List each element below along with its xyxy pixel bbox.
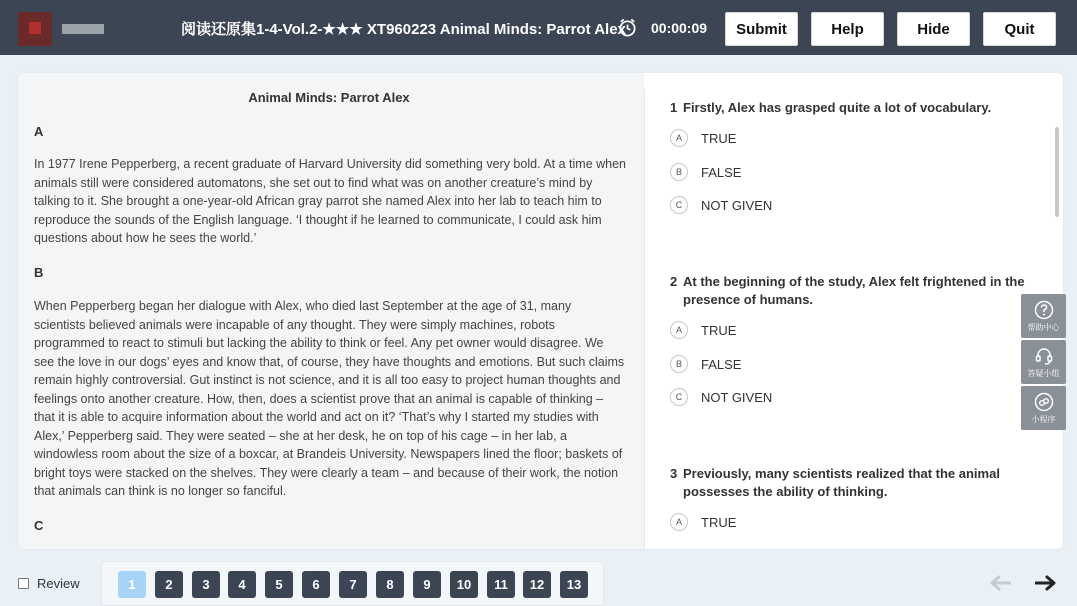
question-nav-button-4[interactable]: 4 — [228, 571, 256, 598]
question-2 — [670, 273, 1050, 309]
widget-label: 答疑小组 — [1027, 368, 1060, 378]
question-number: 1 — [670, 100, 678, 115]
question-text: Previously, many scientists realized that the animal possesses the ability of thinking. — [683, 466, 1000, 499]
review-toggle[interactable] — [18, 576, 80, 591]
widget-label: 小程序 — [1031, 414, 1056, 424]
questions-scrollbar[interactable] — [1055, 127, 1059, 217]
option-letter: B — [670, 163, 688, 181]
q1-option-a[interactable] — [670, 129, 736, 147]
question-nav-button-5[interactable]: 5 — [265, 571, 293, 598]
help-button[interactable]: Help — [811, 12, 884, 46]
q2-option-a[interactable] — [670, 321, 736, 339]
option-text: TRUE — [701, 514, 737, 530]
option-text: NOT GIVEN — [701, 197, 773, 213]
section-label-a: A — [34, 124, 44, 139]
option-text: TRUE — [701, 130, 737, 146]
question-3 — [670, 465, 1050, 501]
mini-program-icon — [1034, 392, 1054, 412]
q2-option-c[interactable] — [670, 388, 772, 406]
section-label-b: B — [34, 265, 44, 280]
question-1 — [670, 99, 1050, 117]
passage-panel[interactable] — [18, 73, 644, 549]
next-button[interactable] — [1031, 571, 1061, 595]
hide-button[interactable]: Hide — [897, 12, 970, 46]
option-letter: C — [670, 388, 688, 406]
q1-option-b[interactable] — [670, 163, 741, 181]
question-nav-button-9[interactable]: 9 — [413, 571, 441, 598]
question-nav-button-12[interactable]: 12 — [523, 571, 551, 598]
question-icon — [1034, 300, 1054, 320]
option-text: TRUE — [701, 322, 737, 338]
panel-divider — [644, 89, 645, 549]
paragraph-b: When Pepperberg began her dialogue with Alex, who died last September at the age of 31, many scientists believed animals were incapable of any thought. They were simply machines, robots programmed to react to stimuli but lacking the ability to think or feel. Any pet owner would disagree. We see the love in our dogs’ eyes and know that, of course, they have thoughts and emotions. But such claims remain highly controversial. Gut instinct is not science, and it is all too easy to project human thoughts and feelings onto another creature. How, then, does a scientist prove that an animal is capable of thinking – that it is able to acquire information about the world and act on it? ‘That’s why I started my studies with Alex,’ Pepperberg said. They were seated – she at her desk, he on top of his cage – in her lab, a windowless room about the size of a boxcar, at Brandeis University. Newspapers lined the floor; baskets of bright toys were stacked on the shelves. They were clearly a team – and because of their work, the notion that animals can think is no longer so fanciful. — [34, 299, 625, 498]
question-navigator — [101, 561, 604, 606]
quit-button[interactable]: Quit — [983, 12, 1056, 46]
option-letter: B — [670, 355, 688, 373]
question-number: 2 — [670, 274, 678, 289]
q1-option-c[interactable] — [670, 196, 772, 214]
previous-button[interactable] — [985, 571, 1015, 595]
test-title: 阅读还原集1-4-Vol.2-★★★ XT960223 Animal Minds: Parrot Alex — [181, 21, 626, 38]
arrow-right-icon — [1035, 575, 1057, 591]
review-checkbox[interactable] — [18, 578, 29, 589]
user-name-blurred — [62, 24, 104, 34]
section-label-c: C — [34, 518, 44, 533]
passage-title: Animal Minds: Parrot Alex — [248, 90, 410, 105]
submit-button[interactable]: Submit — [725, 12, 798, 46]
question-nav-button-1[interactable]: 1 — [118, 571, 146, 598]
review-label: Review — [37, 576, 80, 591]
option-letter: A — [670, 129, 688, 147]
question-nav-button-10[interactable]: 10 — [450, 571, 478, 598]
option-text: FALSE — [701, 356, 742, 372]
timer: 00:00:09 — [651, 20, 708, 36]
question-nav-button-2[interactable]: 2 — [155, 571, 183, 598]
question-number: 3 — [670, 466, 678, 481]
option-text: NOT GIVEN — [701, 389, 773, 405]
question-nav-button-3[interactable]: 3 — [192, 571, 220, 598]
headset-icon — [1034, 346, 1054, 366]
option-letter: C — [670, 196, 688, 214]
question-nav-button-7[interactable]: 7 — [339, 571, 367, 598]
q2-option-b[interactable] — [670, 355, 741, 373]
questions-panel[interactable] — [663, 89, 1058, 549]
avatar — [18, 12, 52, 46]
option-letter: A — [670, 513, 688, 531]
question-nav-button-6[interactable]: 6 — [302, 571, 330, 598]
mini-program-widget[interactable] — [1021, 386, 1066, 430]
option-text: FALSE — [701, 164, 742, 180]
q3-option-a[interactable] — [670, 513, 736, 531]
question-nav-button-13[interactable]: 13 — [560, 571, 588, 598]
arrow-left-icon — [989, 575, 1011, 591]
question-text: Firstly, Alex has grasped quite a lot of vocabulary. — [683, 100, 992, 115]
question-nav-button-8[interactable]: 8 — [376, 571, 404, 598]
top-bar — [0, 0, 1077, 55]
help-center-widget[interactable] — [1021, 294, 1066, 338]
question-nav-button-11[interactable]: 11 — [487, 571, 515, 598]
widget-label: 帮助中心 — [1027, 322, 1060, 332]
clock-icon — [618, 18, 637, 37]
paragraph-a: In 1977 Irene Pepperberg, a recent graduate of Harvard University did something very bold. At a time when animals still were considered automatons, she set out to find what was on another creature’s mind by talking to it. She brought a one-year-old African gray parrot she named Alex into her lab to teach him to reproduce the sounds of the English language. ‘I thought if he learned to communicate, I could ask him questions about how he sees the world.’ — [34, 157, 626, 245]
qa-group-widget[interactable] — [1021, 340, 1066, 384]
question-text: At the beginning of the study, Alex felt frightened in the presence of humans. — [683, 274, 1025, 307]
option-letter: A — [670, 321, 688, 339]
main-card — [18, 73, 1063, 549]
